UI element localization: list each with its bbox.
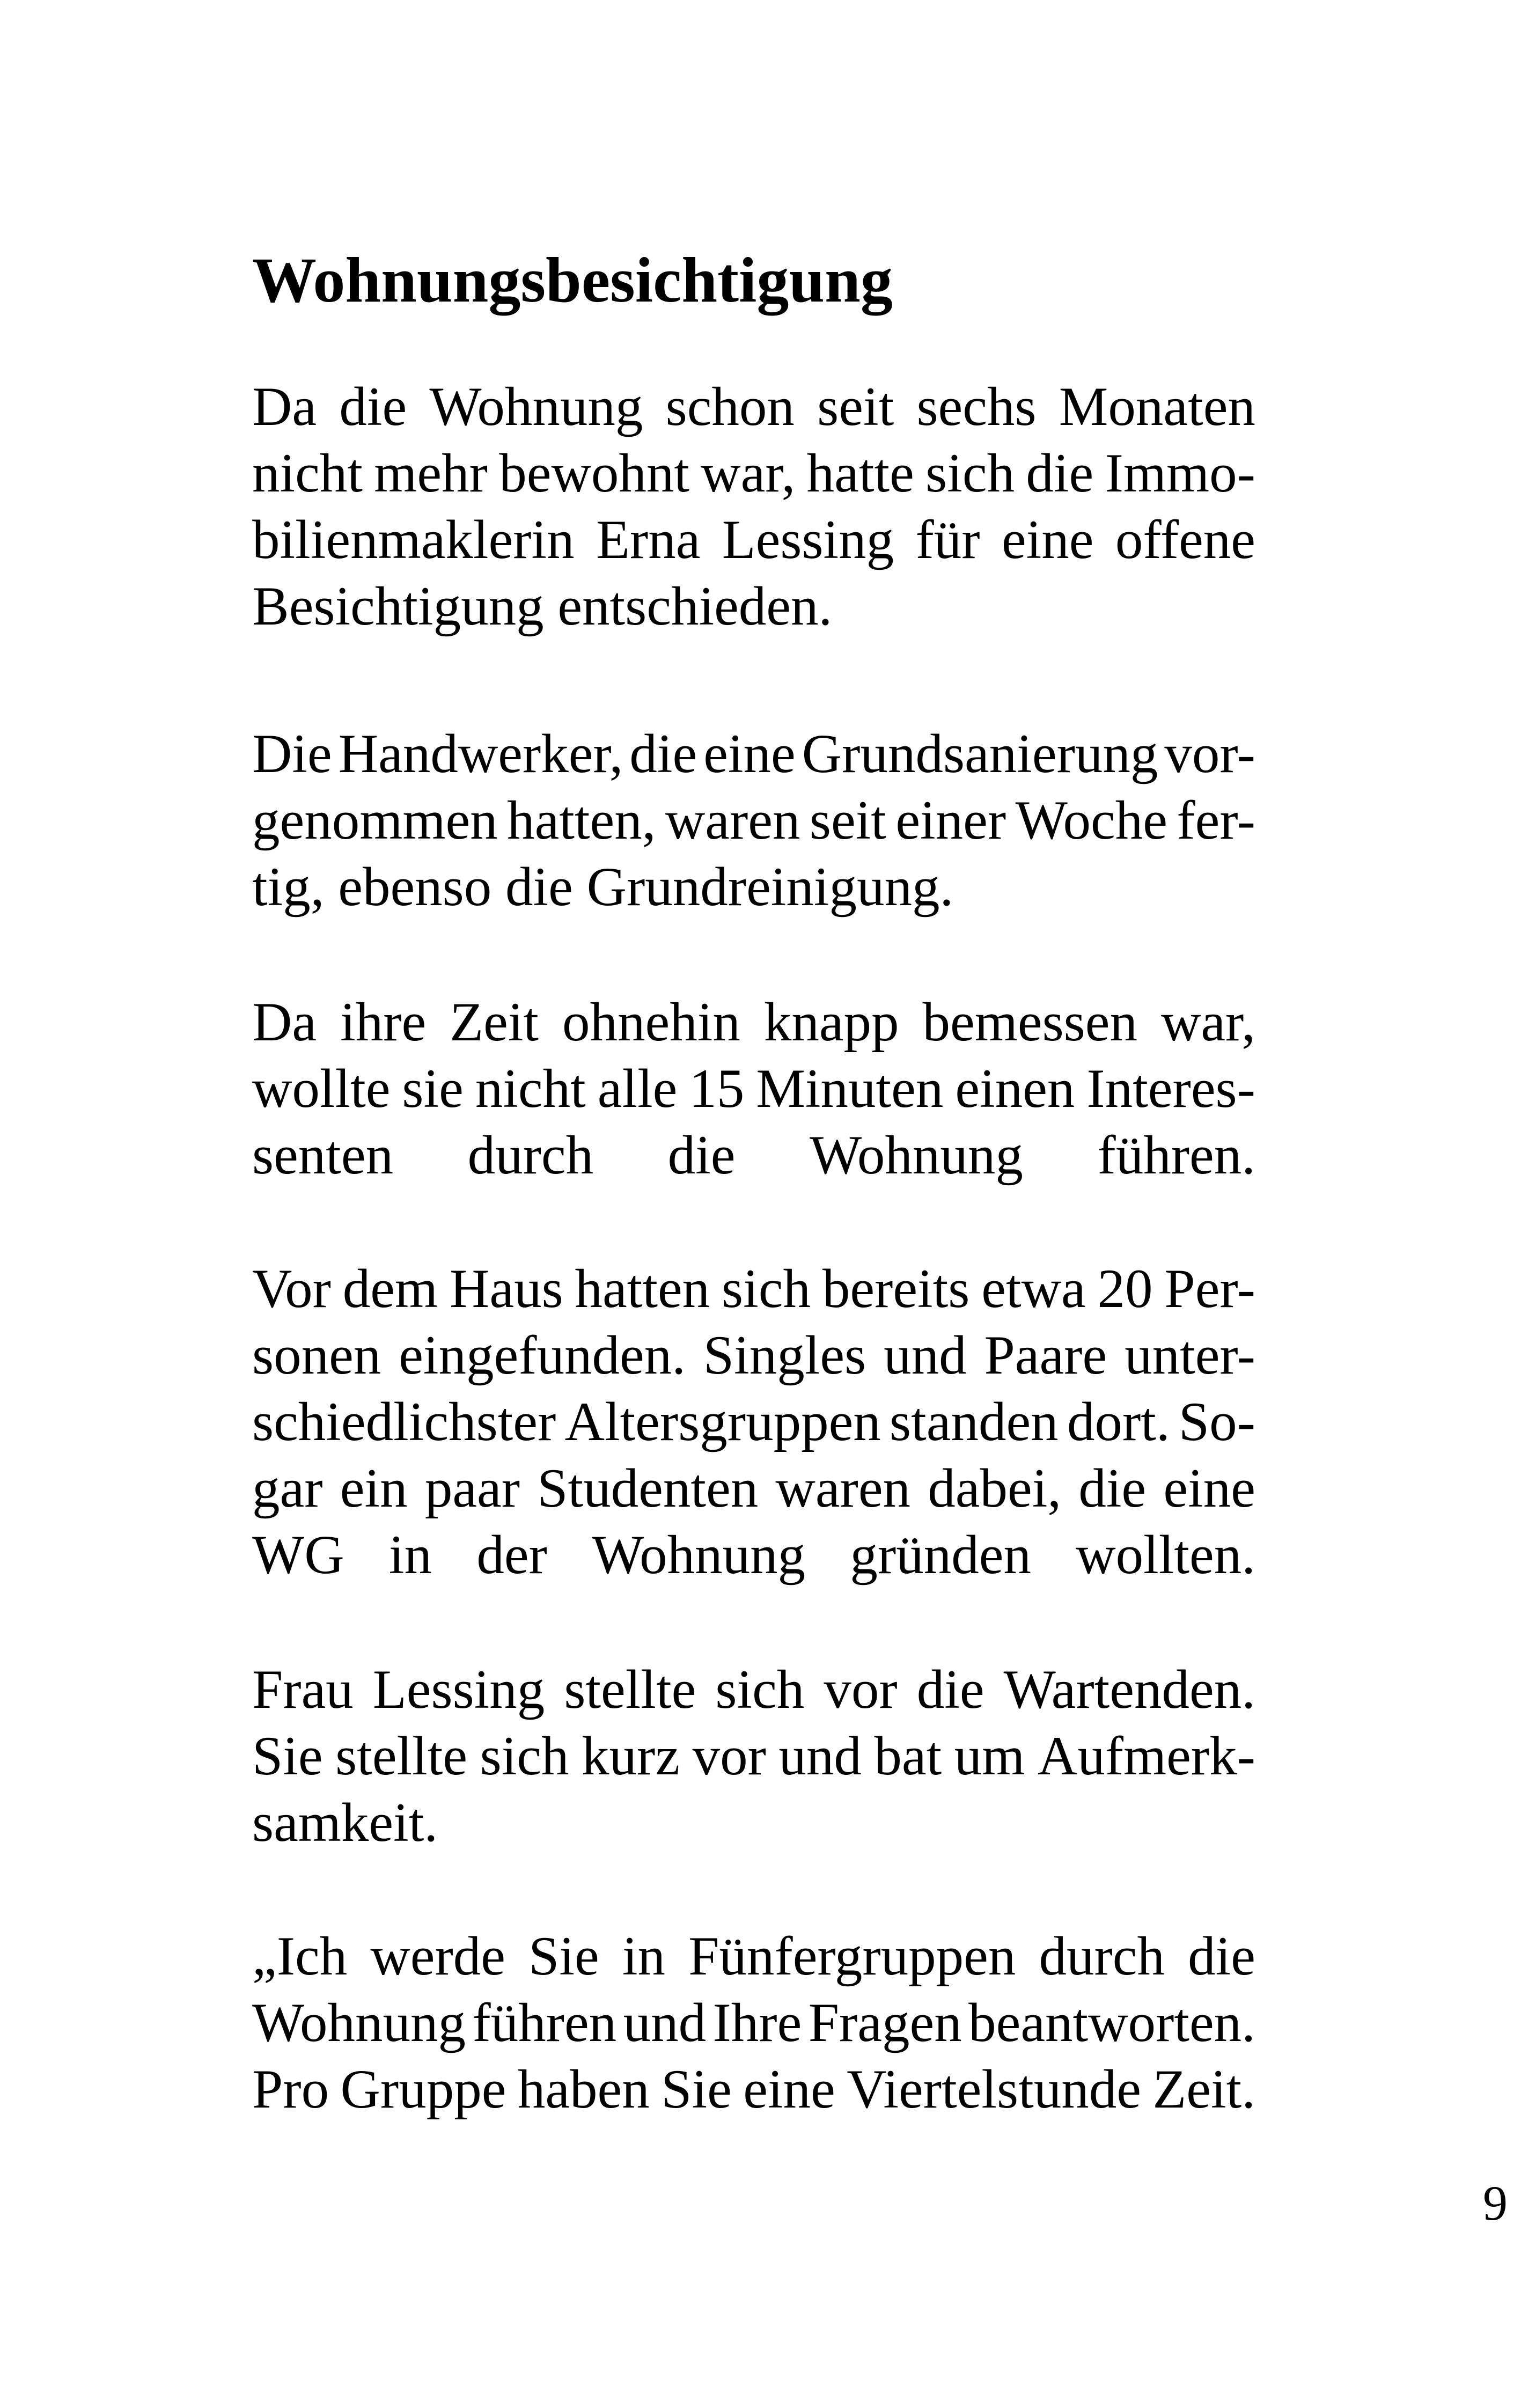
word: Handwerker, <box>338 723 623 784</box>
word: Gruppe <box>340 2059 506 2120</box>
word: war, <box>1160 992 1255 1053</box>
word: vor- <box>1164 723 1255 784</box>
word: die <box>667 1125 736 1186</box>
word: schon <box>665 376 795 437</box>
word: Die <box>252 723 332 784</box>
word: die <box>1078 1458 1147 1519</box>
word: eine <box>743 2059 835 2120</box>
paragraph <box>252 1923 1255 2123</box>
word: ebenso <box>338 856 492 917</box>
word: kurz <box>582 1726 680 1787</box>
word: Paare <box>984 1325 1107 1386</box>
word: bemessen <box>922 992 1137 1053</box>
word: war, <box>701 443 796 504</box>
word: und <box>623 1992 707 2053</box>
word: vor <box>824 1659 898 1720</box>
word: sonen <box>252 1325 381 1386</box>
text-line <box>252 1322 1255 1389</box>
word: Wohnung <box>252 1992 466 2053</box>
word: knapp <box>763 992 899 1053</box>
word: eine <box>1163 1458 1255 1519</box>
text-line <box>252 1723 1255 1789</box>
word: die <box>505 856 573 917</box>
word: die <box>1188 1926 1255 1987</box>
word: Grundreinigung. <box>586 856 954 917</box>
word: vor <box>692 1726 766 1787</box>
word: um <box>954 1726 1025 1787</box>
word: hatten <box>575 1258 710 1319</box>
word: gründen <box>850 1524 1031 1585</box>
word: sich <box>925 443 1015 504</box>
word: wollten. <box>1076 1524 1255 1585</box>
word: einer <box>895 790 1006 851</box>
text-line <box>252 1656 1255 1723</box>
word: sich <box>715 1659 805 1720</box>
word: führen <box>472 1992 617 2053</box>
word: entschieden. <box>557 576 833 637</box>
word: Minuten <box>756 1058 944 1119</box>
text-line <box>252 1522 1255 1588</box>
word: paar <box>424 1458 520 1519</box>
word: Wohnung <box>592 1524 806 1585</box>
word: eine <box>703 723 796 784</box>
word: Sie <box>252 1726 323 1787</box>
word: genommen <box>252 790 498 851</box>
word: eingefunden. <box>399 1325 686 1386</box>
word: ohnehin <box>562 992 740 1053</box>
word: werde <box>370 1926 505 1987</box>
word: Zeit. <box>1152 2059 1255 2120</box>
word: Immo- <box>1105 443 1255 504</box>
word: Grundsanierung <box>802 723 1158 784</box>
page-number: 9 <box>1483 2176 1508 2230</box>
word: Frau <box>252 1659 354 1720</box>
word: hatte <box>806 443 914 504</box>
word: Monaten <box>1059 376 1255 437</box>
word: schiedlichster <box>252 1391 556 1452</box>
word: sechs <box>916 376 1037 437</box>
word: Per- <box>1164 1258 1255 1319</box>
word: etwa <box>981 1258 1086 1319</box>
word: Interes- <box>1086 1058 1255 1119</box>
word: bilienmaklerin <box>252 509 575 570</box>
word: für <box>915 509 980 570</box>
word: waren <box>665 790 800 851</box>
word: „Ich <box>252 1926 348 1987</box>
word: Fragen <box>808 1992 962 2053</box>
word: Vor <box>252 1258 331 1319</box>
word: bewohnt <box>499 443 689 504</box>
word: sich <box>480 1726 569 1787</box>
word: tig, <box>252 856 325 917</box>
text-line <box>252 1256 1255 1322</box>
word: Viertelstunde <box>847 2059 1141 2120</box>
word: die <box>629 723 697 784</box>
paragraph <box>252 721 1255 920</box>
word: durch <box>467 1125 594 1186</box>
word: dabei, <box>928 1458 1062 1519</box>
word: die <box>916 1659 984 1720</box>
word: Lessing <box>722 509 894 570</box>
chapter-title: Wohnungsbesichtigung <box>252 244 893 315</box>
word: 20 <box>1097 1258 1153 1319</box>
text-line <box>252 373 1255 440</box>
word: Haus <box>449 1258 563 1319</box>
word: alle <box>597 1058 678 1119</box>
word: Da <box>252 376 317 437</box>
paragraph <box>252 373 1255 640</box>
word: Zeit <box>450 992 539 1053</box>
word: eine <box>1001 509 1094 570</box>
word: Altersgruppen <box>564 1391 881 1452</box>
word: So- <box>1178 1391 1255 1452</box>
word: Lessing <box>372 1659 545 1720</box>
word: Aufmerk- <box>1037 1726 1255 1787</box>
word: nicht <box>475 1058 586 1119</box>
word: und <box>778 1726 862 1787</box>
word: waren <box>775 1458 911 1519</box>
word: stellte <box>564 1659 696 1720</box>
word: in <box>622 1926 665 1987</box>
word: samkeit. <box>252 1792 438 1853</box>
word: senten <box>252 1125 394 1186</box>
word: Wohnung <box>429 376 643 437</box>
word: 15 <box>689 1058 745 1119</box>
word: die <box>339 376 407 437</box>
word: bereits <box>822 1258 970 1319</box>
book-page <box>252 0 1508 2408</box>
word: Wohnung <box>809 1125 1023 1186</box>
paragraph <box>252 1656 1255 1856</box>
text-line <box>252 1389 1255 1455</box>
text-line <box>252 854 1255 920</box>
word: dem <box>342 1258 438 1319</box>
text-line <box>252 1455 1255 1522</box>
word: Studenten <box>537 1458 759 1519</box>
word: hatten, <box>507 790 656 851</box>
word: offene <box>1115 509 1255 570</box>
word: unter- <box>1125 1325 1255 1386</box>
text-line <box>252 2056 1255 2123</box>
word: Fünfergruppen <box>688 1926 1016 1987</box>
word: in <box>388 1524 432 1585</box>
text-line <box>252 1923 1255 1989</box>
word: sich <box>722 1258 811 1319</box>
text-line <box>252 989 1255 1055</box>
word: Besichtigung <box>252 576 544 637</box>
text-line <box>252 440 1255 506</box>
word: haben <box>517 2059 650 2120</box>
word: die <box>1026 443 1094 504</box>
word: und <box>884 1325 967 1386</box>
word: fer- <box>1177 790 1255 851</box>
word: standen <box>890 1391 1059 1452</box>
word: beantworten. <box>968 1992 1255 2053</box>
paragraph <box>252 1256 1255 1588</box>
word: nicht <box>252 443 363 504</box>
word: seit <box>809 790 886 851</box>
text-line <box>252 1989 1255 2056</box>
word: sie <box>402 1058 464 1119</box>
word: ihre <box>340 992 427 1053</box>
text-line <box>252 787 1255 854</box>
word: ein <box>340 1458 408 1519</box>
text-line <box>252 573 1255 640</box>
word: Da <box>252 992 317 1053</box>
word: der <box>476 1524 547 1585</box>
word: Pro <box>252 2059 329 2120</box>
word: Sie <box>661 2059 732 2120</box>
word: einen <box>955 1058 1075 1119</box>
word: stellte <box>335 1726 468 1787</box>
word: dort. <box>1067 1391 1170 1452</box>
text-line <box>252 1122 1255 1188</box>
word: Ihre <box>712 1992 802 2053</box>
text-line <box>252 1055 1255 1122</box>
text-line <box>252 721 1255 787</box>
paragraph <box>252 989 1255 1188</box>
word: Sie <box>528 1926 599 1987</box>
text-line <box>252 506 1255 573</box>
word: seit <box>817 376 894 437</box>
word: Woche <box>1015 790 1167 851</box>
word: WG <box>252 1524 344 1585</box>
word: durch <box>1039 1926 1165 1987</box>
text-line <box>252 1789 1255 1856</box>
word: Erna <box>596 509 701 570</box>
word: mehr <box>374 443 488 504</box>
word: Singles <box>703 1325 866 1386</box>
word: wollte <box>252 1058 391 1119</box>
word: gar <box>252 1458 323 1519</box>
word: bat <box>874 1726 942 1787</box>
word: führen. <box>1097 1125 1255 1186</box>
word: Wartenden. <box>1003 1659 1255 1720</box>
